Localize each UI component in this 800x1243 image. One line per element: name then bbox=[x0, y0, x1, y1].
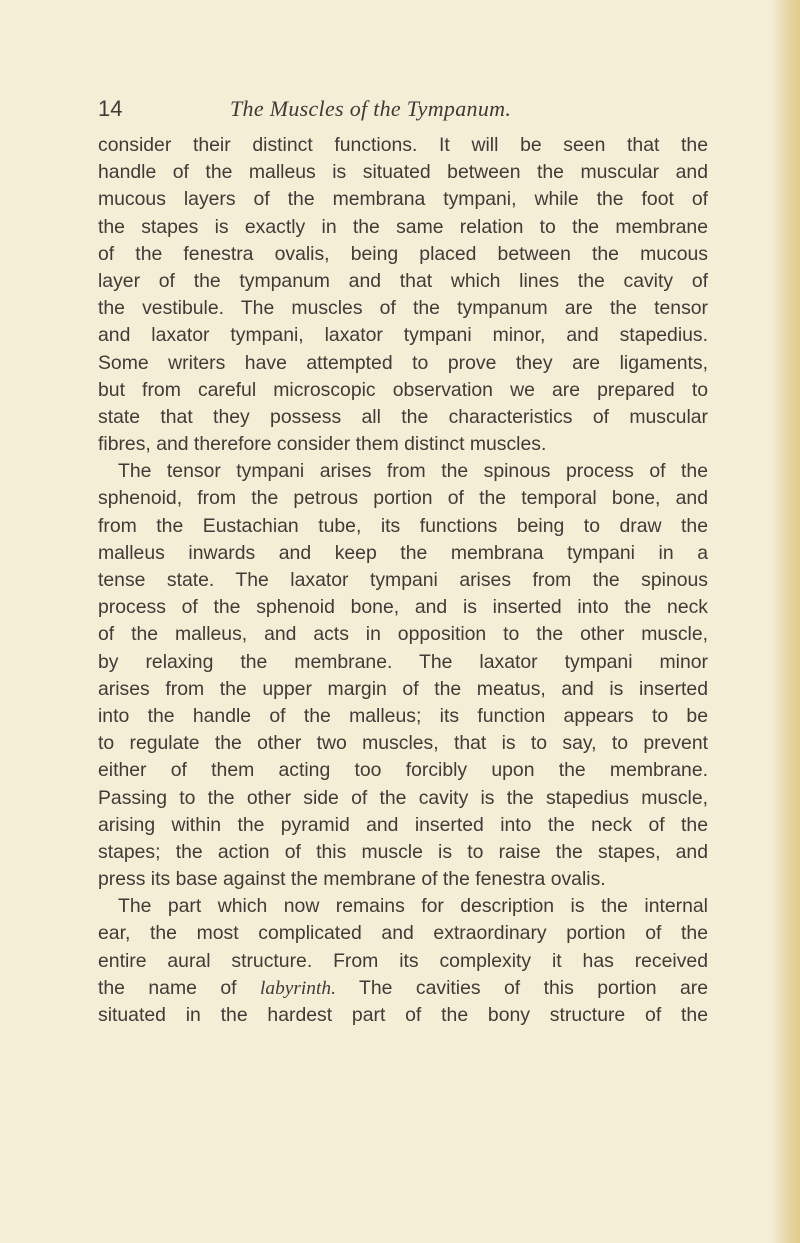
text-line: of the malleus, and acts in opposition to the other muscle, bbox=[98, 623, 708, 646]
text-line: but from careful microscopic observation we are prepared to bbox=[98, 378, 708, 401]
text-line: ear, the most complicated and extraordinary portion of the bbox=[98, 922, 708, 945]
text-line: by relaxing the membrane. The laxator tympani minor bbox=[98, 650, 708, 673]
text-line: fibres, and therefore consider them distinct muscles. bbox=[98, 433, 547, 456]
text-line: state that they possess all the characteristics of muscular bbox=[98, 405, 708, 428]
text-line: either of them acting too forcibly upon the membrane. bbox=[98, 759, 708, 782]
text-line: the stapes is exactly in the same relation to the membrane bbox=[98, 215, 708, 238]
text-line: the vestibule. The muscles of the tympanum are the tensor bbox=[98, 297, 708, 320]
text-line: stapes; the action of this muscle is to raise the stapes, and bbox=[98, 840, 708, 863]
running-head bbox=[98, 96, 718, 126]
text-line: consider their distinct functions. It will be seen that the bbox=[98, 134, 708, 156]
text-line: tense state. The laxator tympani arises from the spinous bbox=[98, 569, 708, 591]
body-text bbox=[98, 132, 708, 1029]
text-line: and laxator tympani, laxator tympani minor, and stapedius. bbox=[98, 324, 708, 347]
text-line: Passing to the other side of the cavity is the stapedius muscle, bbox=[98, 786, 708, 809]
page-number: 14 bbox=[98, 96, 123, 121]
text-line: entire aural structure. From its complexity it has received bbox=[98, 949, 708, 972]
text-line: layer of the tympanum and that which lines the cavity of bbox=[98, 269, 708, 292]
page-edge-stain bbox=[774, 0, 800, 1243]
text-line: handle of the malleus is situated between the muscular and bbox=[98, 161, 708, 184]
text-line: from the Eustachian tube, its functions being to draw the bbox=[98, 514, 708, 537]
italic-term-labyrinth: labyrinth. bbox=[259, 977, 336, 999]
text-line: process of the sphenoid bone, and is inserted into the neck bbox=[98, 596, 708, 619]
text-line: arising within the pyramid and inserted into the neck of the bbox=[98, 813, 708, 836]
text-line: situated in the hardest part of the bony structure of the bbox=[98, 1004, 708, 1026]
text-line: The part which now remains for description is the internal bbox=[118, 895, 708, 918]
text-line: malleus inwards and keep the membrana tympani in a bbox=[98, 541, 708, 564]
text-line: sphenoid, from the petrous portion of the temporal bone, and bbox=[98, 487, 708, 510]
text-line: of the fenestra ovalis, being placed between the mucous bbox=[98, 242, 708, 265]
text-line: Some writers have attempted to prove they are ligaments, bbox=[98, 351, 708, 374]
text-line: to regulate the other two muscles, that is to say, to prevent bbox=[98, 732, 708, 755]
text-line: arises from the upper margin of the meatus, and is inserted bbox=[98, 677, 708, 700]
running-title: The Muscles of the Tympanum. bbox=[230, 96, 512, 121]
text-line-mixed bbox=[98, 975, 708, 1002]
text-fragment: The cavities of this portion are bbox=[359, 976, 709, 999]
text-line: press its base against the membrane of the fenestra ovalis. bbox=[98, 868, 606, 891]
text-line: into the handle of the malleus; its function appears to be bbox=[98, 704, 708, 727]
text-fragment: the name of bbox=[98, 976, 237, 999]
text-line: mucous layers of the membrana tympani, while the foot of bbox=[98, 188, 708, 211]
text-line: The tensor tympani arises from the spinous process of the bbox=[118, 460, 708, 483]
